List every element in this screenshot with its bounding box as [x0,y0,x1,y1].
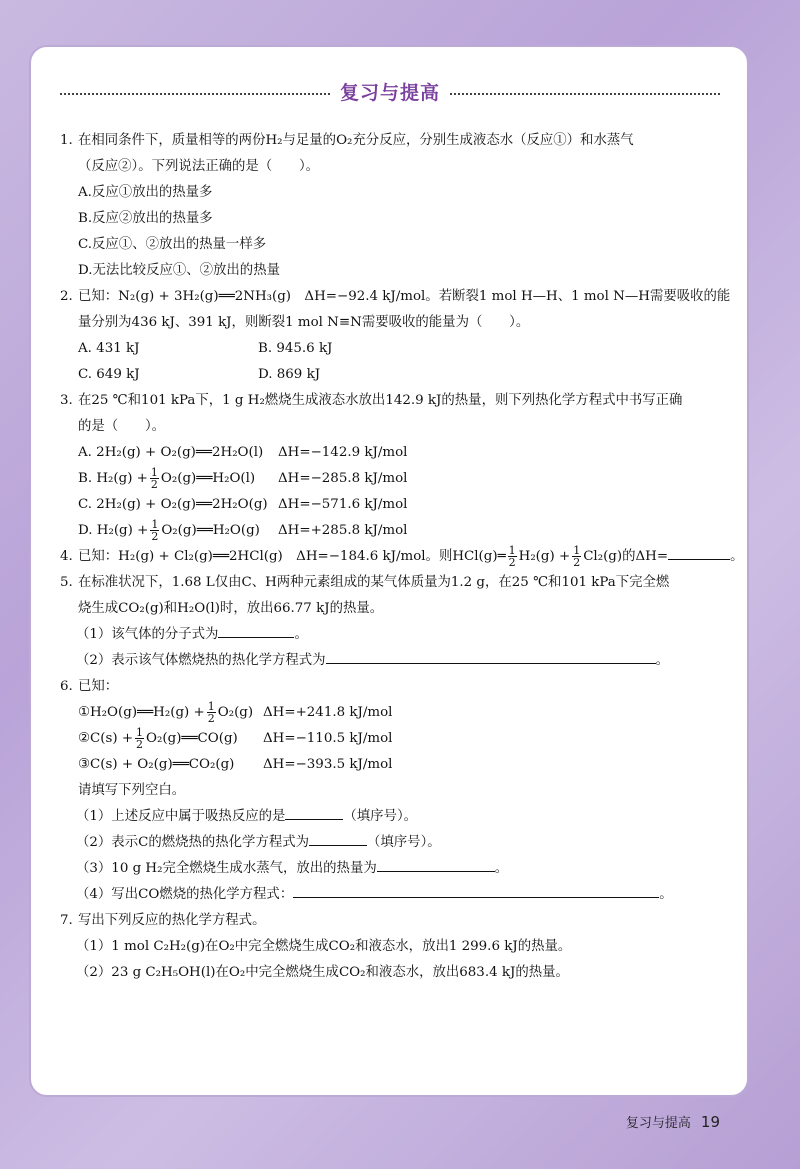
answer-blank[interactable] [309,831,367,846]
question-text: 在标准状况下，1.68 L仅由C、H两种元素组成的某气体质量为1.2 g，在25 ℃和101 kPa下完全燃 [78,575,670,590]
question-text: 写出下列反应的热化学方程式。 [78,913,266,928]
equation: ①H₂O(g)══H₂(g) + $\frac{1}{2}$ O₂(g) [78,700,254,725]
equation: C. 2H₂(g) + O₂(g)══2H₂O(g) [78,497,268,512]
answer-blank[interactable] [668,545,730,560]
header-dots-right [450,93,720,95]
answer-blank[interactable] [218,623,294,638]
question-3 [60,388,720,440]
question-2 [60,284,731,336]
fraction-half: $\frac{1}{2}$ [151,518,159,543]
option-b: B. 945.6 kJ [258,341,333,356]
question-number: 5. [60,575,73,590]
option-c: C. 649 kJ [78,367,140,382]
fraction-half: $\frac{1}{2}$ [207,700,215,725]
fraction-half: $\frac{1}{2}$ [150,466,158,491]
question-text: 烧生成CO₂(g)和H₂O(l)时，放出66.77 kJ的热量。 [78,601,384,616]
options-row [60,362,720,388]
question-1 [60,128,720,180]
option-a [60,440,720,466]
subquestion: （4）写出CO燃烧的热化学方程式： 。 [60,882,720,908]
reaction-2 [60,726,720,752]
question-number: 7. [60,913,73,928]
question-number: 6. [60,679,73,694]
question-number: 2. [60,289,73,304]
subquestion: （2）表示该气体燃烧热的热化学方程式为 。 [60,648,720,674]
option-a: A. 431 kJ [78,341,140,356]
question-5 [60,570,720,622]
question-number: 3. [60,393,73,408]
question-6 [60,674,720,700]
section-title: 复习与提高 [340,81,441,104]
option-d: D.无法比较反应①、②放出的热量 [78,263,280,278]
equation: A. 2H₂(g) + O₂(g)══2H₂O(l) [78,445,264,460]
question-number: 1. [60,133,73,148]
enthalpy: ΔH=−285.8 kJ/mol [278,471,408,486]
exercise-list [60,128,744,986]
equation: B. H₂(g) + $\frac{1}{2}$ O₂(g)══H₂O(l) [78,466,256,491]
options-row [60,336,720,362]
question-text: （反应②）。下列说法正确的是（ ）。 [78,159,320,174]
enthalpy: ΔH=−571.6 kJ/mol [278,497,408,512]
subquestion: （2）表示C的燃烧热的热化学方程式为 （填序号）。 [60,830,720,856]
option-b [60,466,720,492]
question-text: 已知：N₂(g) + 3H₂(g)══2NH₃(g) ΔH=−92.4 kJ/mol。若断裂1 mol H—H、1 mol N—H需要吸收的能 [78,289,731,304]
subquestion: （2）23 g C₂H₅OH(l)在O₂中完全燃烧生成CO₂和液态水，放出683.4 kJ的热量。 [76,965,569,980]
section-header [60,78,720,104]
answer-blank[interactable] [293,883,659,898]
subquestion: （3）10 g H₂完全燃烧生成水蒸气，放出的热量为 。 [60,856,720,882]
page-number: 19 [700,1113,720,1131]
fraction-half: $\frac{1}{2}$ [136,726,144,751]
footer-label: 复习与提高 [625,1116,691,1131]
reaction-3 [60,752,720,778]
option-b: B.反应②放出的热量多 [78,211,213,226]
question-4: 4. 已知：H₂(g) + Cl₂(g)══2HCl(g) ΔH=−184.6 kJ/mol。则HCl(g)═ $\frac{1}{2}$ H₂(g) + $\frac{1}{2}$ Cl₂(g)的ΔH= 。 [60,544,744,569]
enthalpy: ΔH=−142.9 kJ/mol [278,445,408,460]
page-footer [626,1112,720,1131]
subquestion: （1）上述反应中属于吸热反应的是 （填序号）。 [60,804,720,830]
option-d [60,518,720,544]
question-text: 量分别为436 kJ、391 kJ，则断裂1 mol N≡N需要吸收的能量为（ ）。 [78,315,530,330]
fraction-half: $\frac{1}{2}$ [573,544,581,569]
equation: ②C(s) + $\frac{1}{2}$ O₂(g)══CO(g) [78,726,238,751]
equation: ③C(s) + O₂(g)══CO₂(g) [78,757,235,772]
option-a: A.反应①放出的热量多 [78,185,213,200]
answer-blank[interactable] [285,805,343,820]
answer-blank[interactable] [326,649,656,664]
instruction: 请填写下列空白。 [78,783,186,798]
question-text: 已知： [78,679,119,694]
question-number: 4. [60,549,73,564]
question-text: 在相同条件下，质量相等的两份H₂与足量的O₂充分反应，分别生成液态水（反应①）和水蒸气 [78,133,634,148]
equation: D. H₂(g) + $\frac{1}{2}$ O₂(g)══H₂O(g) [78,518,260,543]
subquestion: （1）该气体的分子式为 。 [60,622,720,648]
question-7 [60,908,720,934]
subquestion: （1）1 mol C₂H₂(g)在O₂中完全燃烧生成CO₂和液态水，放出1 299.6 kJ的热量。 [76,939,572,954]
question-text: 的是（ ）。 [78,419,166,434]
fraction-half: $\frac{1}{2}$ [508,544,516,569]
option-c [60,492,720,518]
enthalpy: ΔH=+285.8 kJ/mol [278,523,408,538]
option-c: C.反应①、②放出的热量一样多 [78,237,267,252]
enthalpy: ΔH=+241.8 kJ/mol [263,705,393,720]
answer-blank[interactable] [377,857,495,872]
header-dots-left [60,93,330,95]
enthalpy: ΔH=−393.5 kJ/mol [263,757,393,772]
reaction-1 [60,700,720,726]
question-text: 在25 ℃和101 kPa下，1 g H₂燃烧生成液态水放出142.9 kJ的热量，则下列热化学方程式中书写正确 [78,393,683,408]
enthalpy: ΔH=−110.5 kJ/mol [263,731,393,746]
option-d: D. 869 kJ [258,367,321,382]
